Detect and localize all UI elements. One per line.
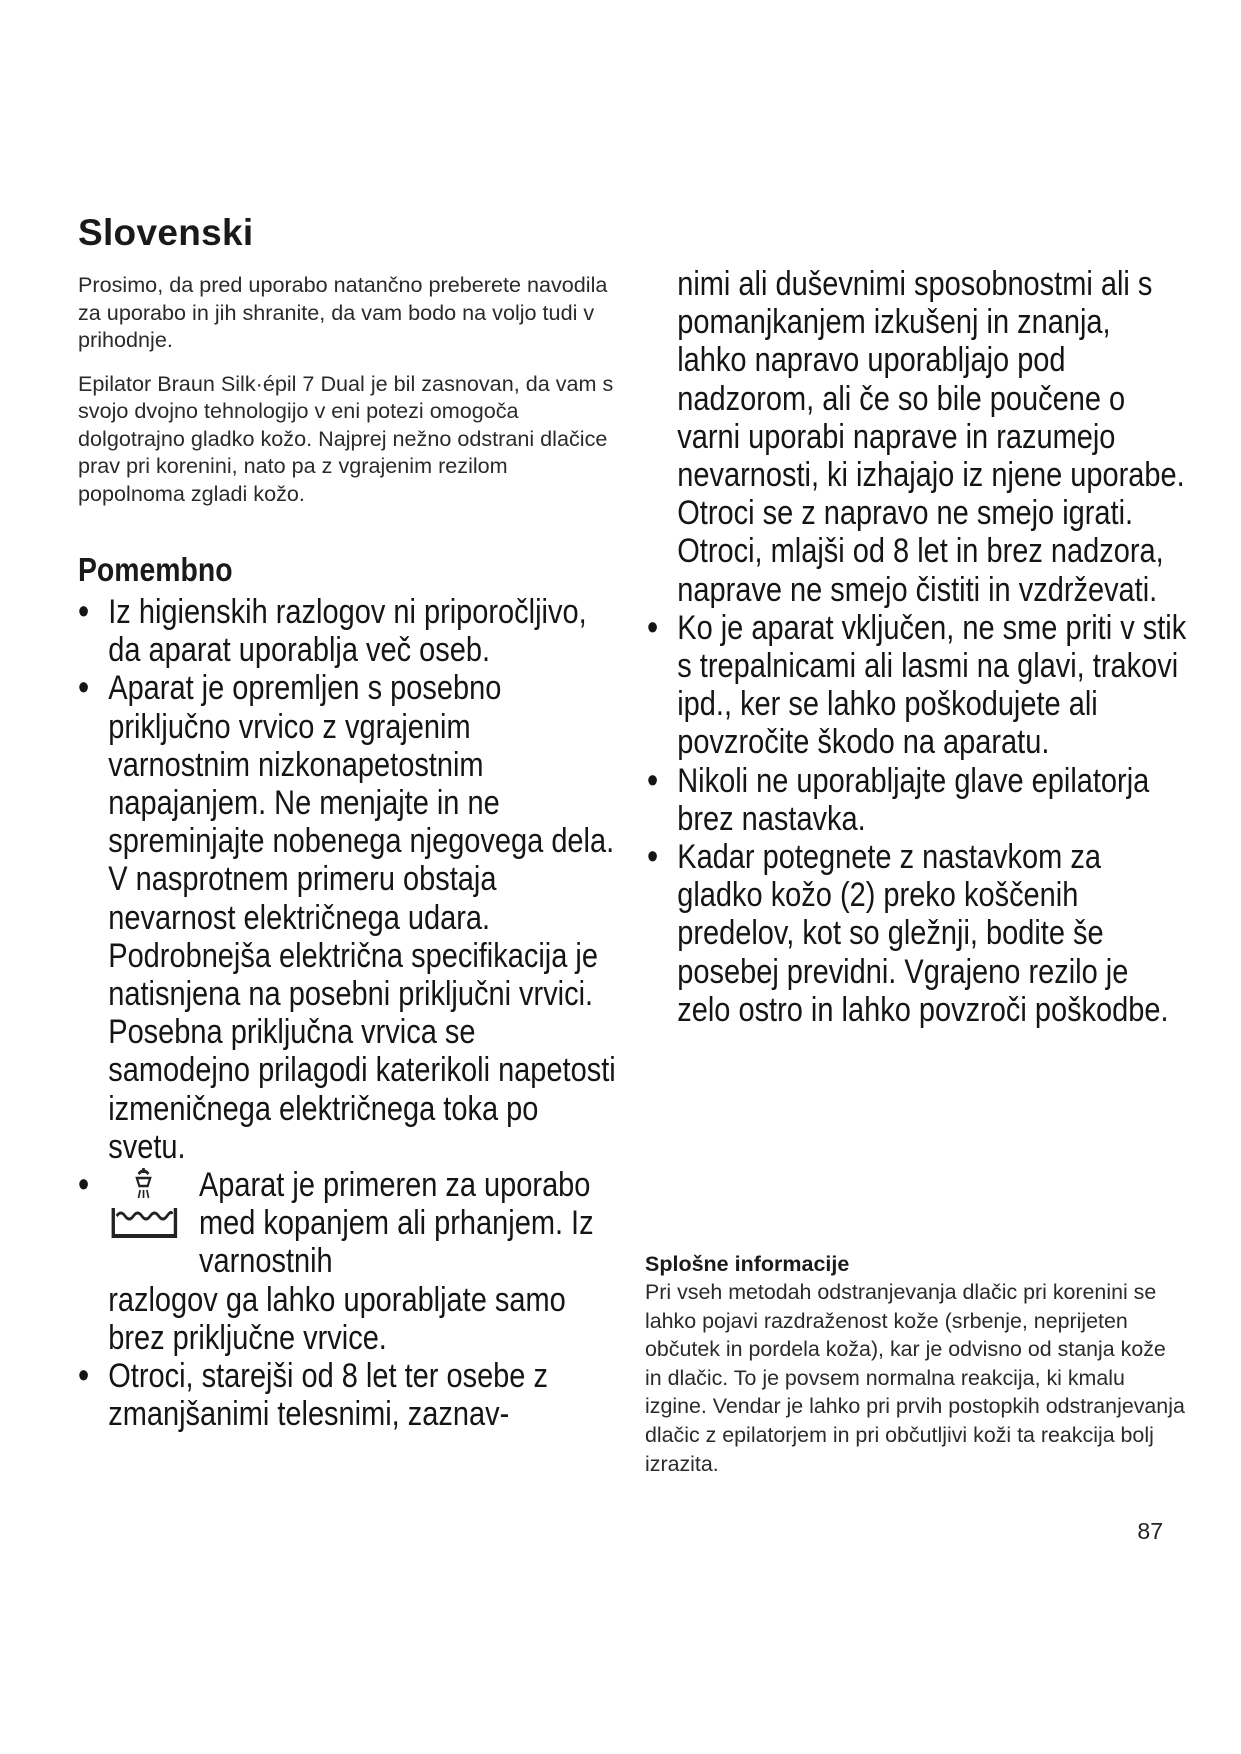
important-list	[78, 593, 618, 1433]
bullet-children: • Otroci, starejši od 8 let ter osebe z zmanjšanimi telesnimi, zaznav-	[78, 1357, 618, 1433]
bullet-contact: • Ko je aparat vključen, ne sme priti v stik s trepalnicami ali lasmi na glavi, trakovi ipd., ker se lahko poškodujete ali povzročite škodo na aparatu.	[647, 609, 1187, 762]
bath-shower-icon	[108, 1166, 184, 1246]
bullet-bony-areas: • Kadar potegnete z nastavkom za gladko kožo (2) preko koščenih predelov, kot so gležnji, bodite še posebej previdni. Vgrajeno rezilo je zelo ostro in lahko povzroči poškodbe.	[647, 838, 1187, 1029]
intro-paragraph-2: Epilator Braun Silk·épil 7 Dual je bil zasnovan, da vam s svojo dvojno tehnologijo v eni potezi omogoča dolgotrajno gladko kožo. Najprej nežno odstrani dlačice prav pri korenini, nato pa z vgrajenim rezilom popolnoma zgladi kožo.	[78, 370, 614, 506]
general-info-title: Splošne informacije	[645, 1252, 850, 1276]
left-column	[78, 205, 618, 1433]
page-number: 87	[1137, 1518, 1163, 1544]
general-info-text: Pri vseh metodah odstranjevanja dlačic pri korenini se lahko pojavi razdraženost kože (srbenje, neprijeten občutek in pordela koža), kar je odvisno od stanja kože in dlačic. To je povsem normalna reakcija, ki kmalu izgine. Vendar je lahko pri prvih postopkih odstranjevanja dlačic z epilatorjem in pri občutljivi koži ta reakcija bolj izrazita.	[645, 1280, 1185, 1476]
right-column	[647, 265, 1187, 1029]
page-title: Slovenski	[78, 212, 254, 253]
intro-paragraph-1: Prosimo, da pred uporabo natančno preberete navodila za uporabo in jih shranite, da vam bodo na voljo tudi v prihodnje.	[78, 272, 608, 352]
bullet-power-cord: • Aparat je opremljen s posebno priključno vrvico z vgrajenim varnostnim nizkonapetostnim napajanjem. Ne menjajte in ne spreminjajte nobenega njegovega dela. V nasprotnem primeru obstaja nevarnost električnega udara. Podrobnejša električna specifikacija je natisnjena na posebni priključni vrvici. Posebna priključna vrvica se samodejno prilagodi katerikoli napetosti izmeničnega električnega toka po svetu.	[78, 669, 618, 1166]
bullet-bath	[78, 1166, 618, 1357]
general-info	[645, 1250, 1185, 1478]
right-list	[647, 265, 1187, 1029]
bullet-hygiene: • Iz higienskih razlogov ni priporočljivo, da aparat uporablja več oseb.	[78, 593, 618, 669]
children-continuation: nimi ali duševnimi sposobnostmi ali s pomanjkanjem izkušenj in znanja, lahko napravo uporabljajo pod nadzorom, ali če so bile poučene o varni uporabi naprave in razumejo nevarnosti, ki izhajajo iz njene uporabe. Otroci se z napravo ne smejo igrati. Otroci, mlajši od 8 let in brez nadzora, naprave ne smejo čistiti in vzdrževati.	[677, 265, 1185, 609]
bath-text-cont: razlogov ga lahko uporabljate samo brez priključne vrvice.	[108, 1280, 566, 1357]
intro	[78, 271, 618, 507]
bath-text-main: • Aparat je primeren za uporabo med kopanjem ali prhanjem. Iz varnostnih	[198, 1166, 594, 1281]
bullet-attachment: • Nikoli ne uporabljajte glave epilatorja brez nastavka.	[647, 762, 1187, 838]
section-title-important: Pomembno	[78, 551, 233, 588]
